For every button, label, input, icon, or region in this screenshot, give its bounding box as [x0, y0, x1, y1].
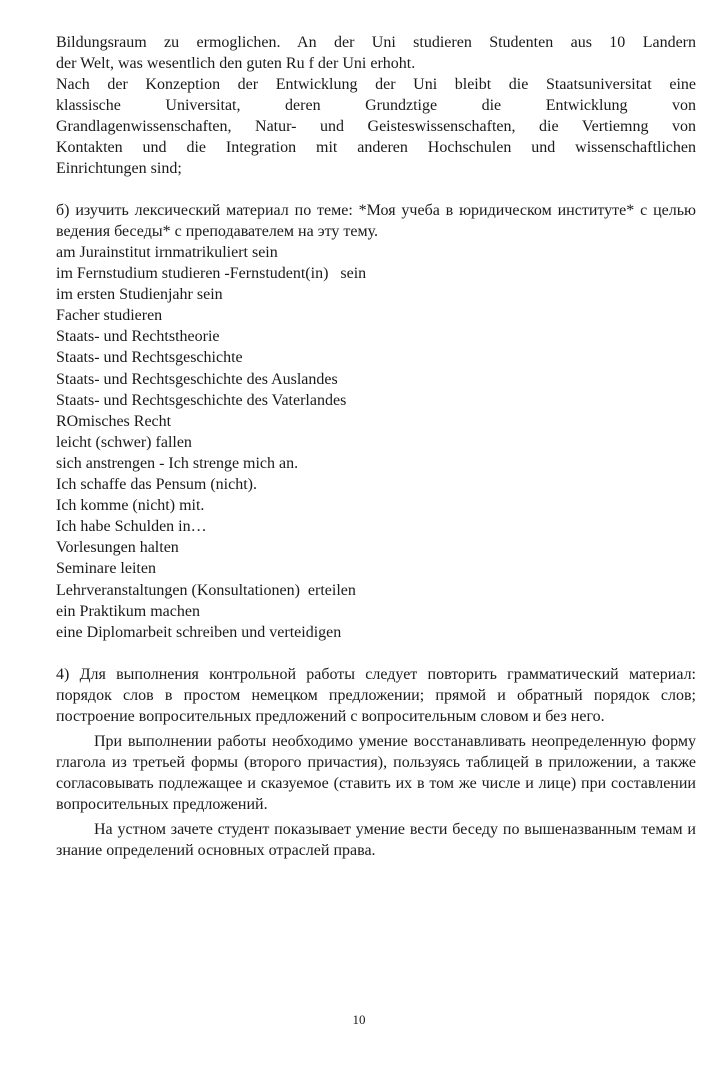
vocab-item: ROmisches Recht [56, 412, 172, 430]
vocab-item: leicht (schwer) fallen [56, 433, 192, 451]
text-line: klassische Universitat, deren Grundztige die Entwicklung von [56, 97, 696, 114]
vocab-item: ein Praktikum machen [56, 602, 200, 620]
vocab-item: Ich schaffe das Pensum (nicht). [56, 476, 257, 494]
work-paragraph: При выполнении работы необходимо умение восстанавливать неопределенную форму глагола из третьей формы (второго причастия), пользуясь таблицей в приложении, а также согласовывать подлежащее и сказуемое (ставить их в том же числе и лице) при составлении вопросительных предложений. [56, 732, 696, 813]
text-line: Bildungsraum zu ermoglichen. An der Uni studieren Studenten aus 10 Landern [56, 34, 696, 51]
vocab-item: Seminare leiten [56, 560, 156, 578]
vocab-item: Facher studieren [56, 307, 163, 325]
vocab-item: Staats- und Rechtsgeschichte des Vaterlandes [56, 391, 347, 409]
text-line: Grandlagenwissenschaften, Natur- und Geisteswissenschaften, die Vertiemng von [56, 118, 696, 135]
vocab-item: Staats- und Rechtsgeschichte [56, 349, 243, 367]
vocab-item: sich anstrengen - Ich strenge mich an. [56, 454, 299, 472]
text-line: Einrichtungen sind; [56, 160, 182, 177]
page-number: 10 [352, 1012, 366, 1027]
vocab-item: Lehrveranstaltungen (Konsultationen) erteilen [56, 581, 356, 599]
vocab-item: Vorlesungen halten [56, 539, 179, 557]
vocab-item: eine Diplomarbeit schreiben und verteidigen [56, 623, 342, 641]
exam-paragraph: На устном зачете студент показывает умение вести беседу по вышеназванным темам и знание определений основных отраслей права. [56, 820, 696, 859]
vocab-item: im Fernstudium studieren -Fernstudent(in) sein [56, 265, 367, 283]
text-line: Kontakten und die Integration mit anderen Hochschulen und wissenschaftlichen [56, 139, 696, 156]
vocab-item: im ersten Studienjahr sein [56, 286, 223, 304]
vocab-item: Ich komme (nicht) mit. [56, 497, 205, 515]
vocab-item: am Jurainstitut irnmatrikuliert sein [56, 244, 278, 261]
text-line: der Welt, was wesentlich den guten Ru f der Uni erhoht. [56, 55, 416, 72]
vocab-item: Staats- und Rechtsgeschichte des Auslandes [56, 370, 338, 388]
point-4-paragraph: 4) Для выполнения контрольной работы следует повторить грамматический материал: порядок слов в простом немецком предложении; прямой и обратный порядок слов; построение вопросительных предложений с вопросительным словом и без него. [56, 665, 696, 725]
text-line: Nach der Konzeption der Entwicklung der Uni bleibt die Staatsuniversitat eine [56, 76, 696, 93]
vocabulary-list [56, 242, 696, 643]
vocab-item: Ich habe Schulden in… [56, 518, 207, 536]
vocab-item: Staats- und Rechtstheorie [56, 328, 220, 346]
task-b-paragraph: б) изучить лексический материал по теме: *Моя учеба в юридическом институте* с целью ведения беседы* с преподавателем на эту тему. [56, 202, 696, 240]
german-paragraph [56, 32, 696, 179]
document-page [56, 32, 696, 861]
